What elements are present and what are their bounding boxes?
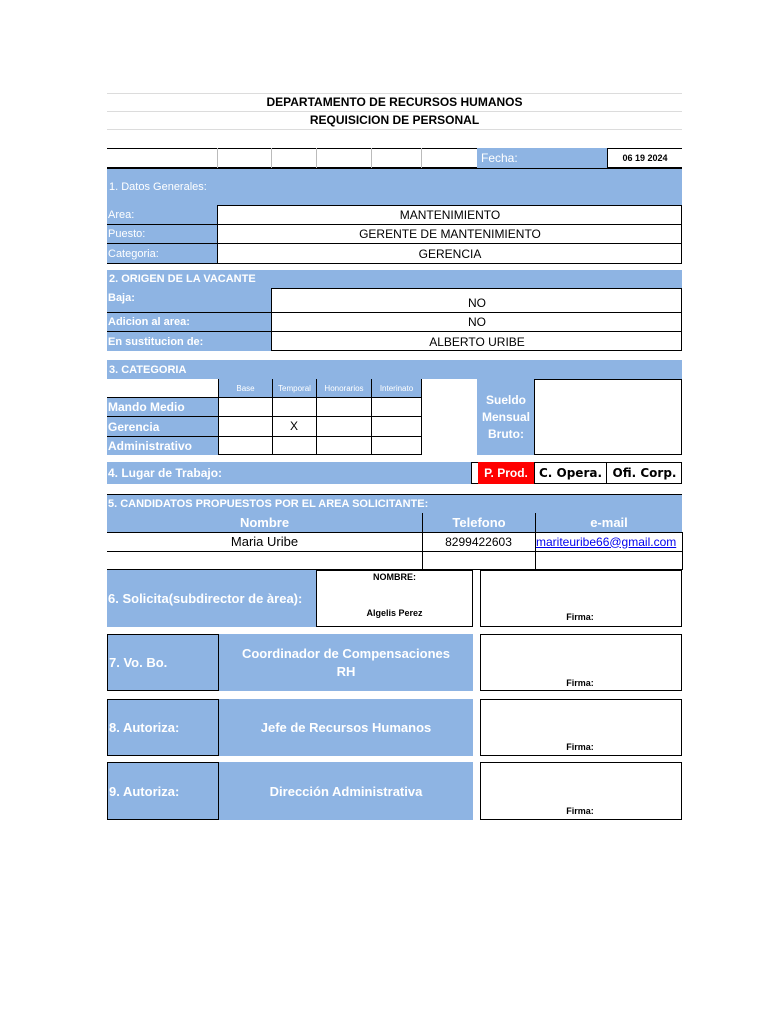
candidate-name[interactable]: Maria Uribe <box>230 534 299 549</box>
adicion-label: Adicion al area: <box>107 313 272 332</box>
firma-label-7: Firma: <box>566 678 594 688</box>
grid-line <box>316 148 317 168</box>
baja-label: Baja: <box>107 288 272 313</box>
nombre-value[interactable]: Algelis Perez <box>366 608 423 618</box>
grid-line <box>371 148 372 168</box>
sustitucion-label: En sustitucion de: <box>107 332 272 351</box>
row-administrativo-label: Administrativo <box>107 436 218 455</box>
mark-gerencia-interinato[interactable] <box>371 416 422 436</box>
row-gerencia-label: Gerencia <box>107 416 218 436</box>
col-nombre: Nombre <box>107 513 422 532</box>
puesto-label: Puesto: <box>107 225 218 244</box>
nombre-label: NOMBRE: <box>373 572 416 582</box>
col-honorarios: Honorarios <box>316 379 371 397</box>
mark-mando-honorarios[interactable] <box>316 397 371 416</box>
grid-line <box>271 148 272 168</box>
mark-gerencia-honorarios[interactable] <box>316 416 371 436</box>
section-8-role: Jefe de Recursos Humanos <box>219 699 473 756</box>
section-5-title: 5. CANDIDATOS PROPUESTOS POR EL AREA SOLICITANTE: <box>107 494 682 513</box>
col-telefono: Telefono <box>422 513 535 532</box>
section-8-label: 8. Autoriza: <box>107 699 219 756</box>
section-6-label: 6. Solicita(subdirector de àrea): <box>107 570 316 627</box>
firma-label-8: Firma: <box>566 742 594 752</box>
option-c-opera[interactable]: C. Opera. <box>534 462 607 484</box>
grid-line <box>682 532 683 570</box>
baja-value[interactable]: NO <box>272 288 682 313</box>
row-mando-medio-label: Mando Medio <box>107 397 218 416</box>
fecha-value[interactable]: 06 19 2024 <box>607 148 682 168</box>
section-3-title: 3. CATEGORIA <box>107 360 682 379</box>
categoria-label: Categoria: <box>107 244 218 263</box>
categoria-value[interactable]: GERENCIA <box>418 246 482 261</box>
section-7-role: Coordinador de Compensaciones RH <box>219 634 473 691</box>
section-2-title: 2. ORIGEN DE LA VACANTE <box>107 270 682 288</box>
section-4-title: 4. Lugar de Trabajo: <box>107 462 471 484</box>
mark-mando-interinato[interactable] <box>371 397 422 416</box>
mark-gerencia-base[interactable] <box>218 416 272 436</box>
mark-mando-temporal[interactable] <box>272 397 316 416</box>
grid-line <box>217 148 218 168</box>
mark-admin-base[interactable] <box>218 436 272 455</box>
grid-line <box>107 551 682 552</box>
section-9-label: 9. Autoriza: <box>107 762 219 820</box>
fecha-label: Fecha: <box>477 148 607 168</box>
firma-label-6: Firma: <box>566 612 594 622</box>
col-email: e-mail <box>535 513 682 532</box>
col-interinato: Interinato <box>371 379 422 397</box>
mark-admin-honorarios[interactable] <box>316 436 371 455</box>
section-7-label: 7. Vo. Bo. <box>107 634 219 691</box>
area-value[interactable]: MANTENIMIENTO <box>218 205 682 225</box>
document-subtitle: REQUISICION DE PERSONAL <box>309 113 480 127</box>
candidate-email[interactable]: mariteuribe66@gmail.com <box>536 534 677 549</box>
candidate-phone[interactable]: 8299422603 <box>445 534 512 549</box>
option-p-prod[interactable]: P. Prod. <box>478 462 534 484</box>
sueldo-label: Sueldo Mensual Bruto: <box>477 379 535 455</box>
col-temporal: Temporal <box>272 379 316 397</box>
sustitucion-value[interactable]: ALBERTO URIBE <box>429 334 525 349</box>
area-label: Area: <box>107 205 218 225</box>
sueldo-value[interactable] <box>534 379 682 455</box>
document-title: DEPARTAMENTO DE RECURSOS HUMANOS <box>266 95 523 109</box>
mark-mando-base[interactable] <box>218 397 272 416</box>
grid-line <box>107 129 682 130</box>
grid-line <box>421 148 422 168</box>
mark-admin-temporal[interactable] <box>272 436 316 455</box>
col-base: Base <box>218 379 272 397</box>
option-ofi-corp[interactable]: Ofi. Corp. <box>612 466 677 480</box>
mark-gerencia-temporal[interactable]: X <box>289 419 298 433</box>
firma-label-9: Firma: <box>566 806 594 816</box>
mark-admin-interinato[interactable] <box>371 436 422 455</box>
puesto-value[interactable]: GERENTE DE MANTENIMIENTO <box>218 225 682 244</box>
section-1-title: 1. Datos Generales: <box>107 168 682 205</box>
adicion-value[interactable]: NO <box>272 313 682 332</box>
section-9-role: Dirección Administrativa <box>219 762 473 820</box>
